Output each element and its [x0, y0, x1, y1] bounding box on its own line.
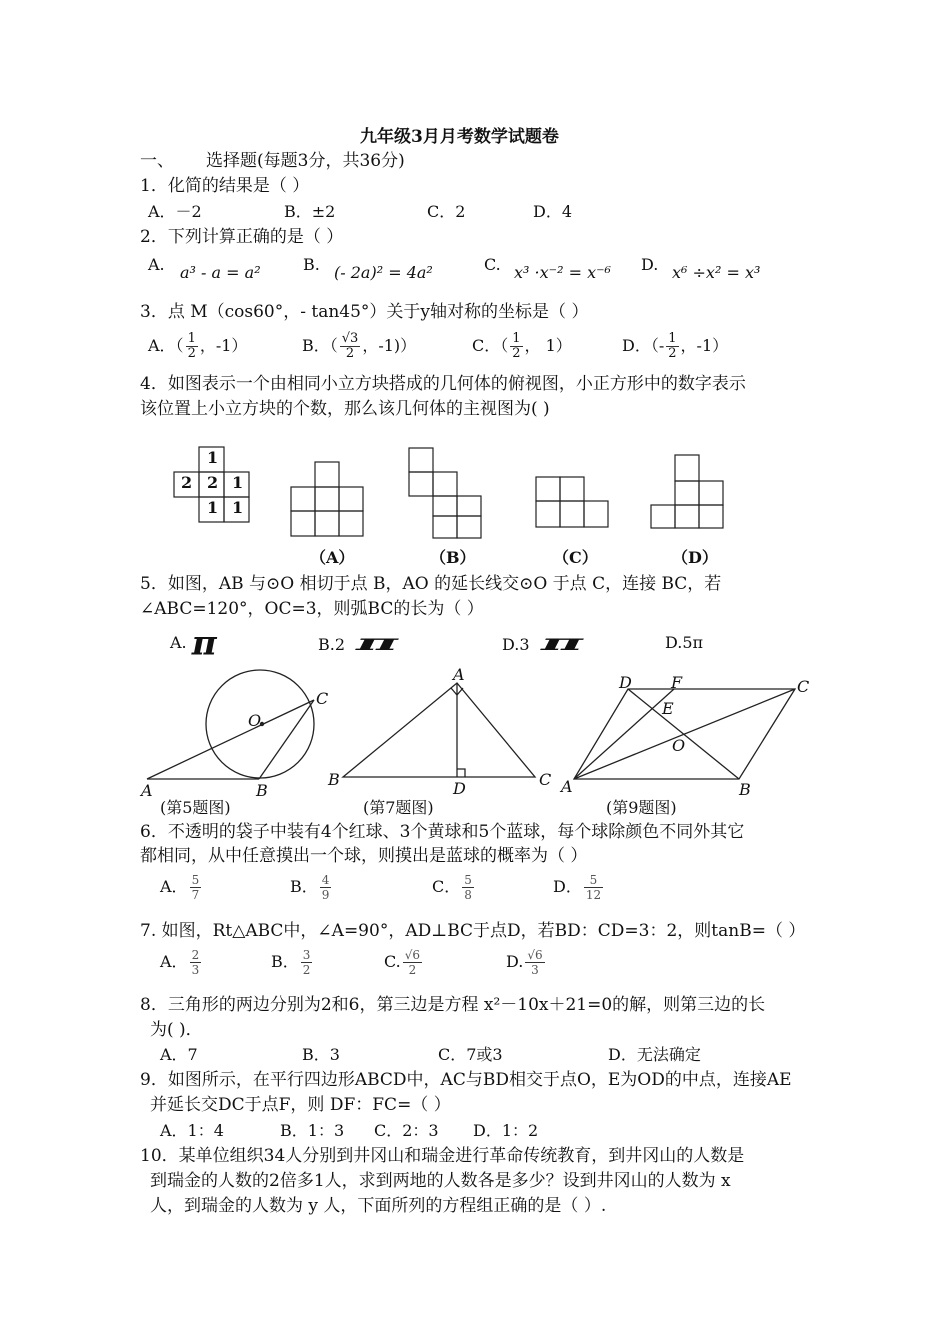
- q6-c-fraction: [462, 873, 474, 902]
- q4-option-b[interactable]: （B）: [430, 548, 476, 567]
- q3-d-post: ，-1）: [680, 336, 729, 355]
- q3-a-den: 2: [187, 346, 196, 361]
- q6-d-fraction: [584, 873, 603, 902]
- q7-b-den: 2: [302, 963, 311, 977]
- q5-a-pi: π: [191, 623, 217, 664]
- q6-option-a[interactable]: [160, 873, 203, 902]
- q7-d-den: 3: [531, 963, 539, 977]
- q3-a-post: ，-1）: [199, 336, 248, 355]
- q3-stem: 3．点 M（cos60°，- tan45°）关于y轴对称的坐标是（ ）: [140, 302, 589, 322]
- q2-option-d-expr: x⁶ ÷x² = x³: [672, 263, 761, 282]
- q2-option-c-label[interactable]: C.: [484, 255, 501, 274]
- grid-number: 1: [207, 498, 219, 517]
- q7-a-num: 2: [191, 948, 200, 962]
- q1-option-b[interactable]: B．±2: [284, 202, 336, 221]
- fig5-label-c: C: [316, 689, 329, 708]
- q9-option-b[interactable]: B．1：3: [280, 1121, 345, 1140]
- grid-number: 1: [232, 498, 244, 517]
- q3-b-post: ，-1)）: [362, 336, 417, 355]
- q3-d-num: 1: [668, 331, 677, 346]
- q7-b-label: B．: [271, 952, 299, 971]
- fig5-line-ac: [147, 700, 314, 779]
- q2-option-c-expr: x³ ·x⁻² = x⁻⁶: [514, 263, 611, 282]
- fig7-right-angle-d: [457, 769, 465, 777]
- fig5-line-bc: [259, 700, 314, 779]
- q8-option-d[interactable]: D．无法确定: [608, 1045, 701, 1064]
- q5-d-label: D.5π: [665, 633, 704, 652]
- q8-line2: 为( )．: [150, 1020, 203, 1040]
- q7-d-fraction: [525, 948, 544, 977]
- q1-option-d[interactable]: D．4: [533, 202, 573, 221]
- q9-option-d[interactable]: D．1：2: [473, 1121, 539, 1140]
- q7-d-label: D.: [506, 952, 524, 971]
- fig5-label-b: B: [256, 781, 268, 800]
- fig7-label-a: A: [453, 665, 465, 684]
- fig9-label-b: B: [739, 780, 751, 799]
- q9-option-a[interactable]: A．1：4: [160, 1121, 224, 1140]
- q5-c-label: D.3: [502, 635, 530, 654]
- q6-a-fraction: [190, 873, 202, 902]
- fig9-label-d: D: [619, 673, 632, 692]
- fig9-diag-bd: [628, 689, 739, 779]
- q5-line2: ∠ABC=120°，OC=3，则弧BC的长为（ ）: [140, 599, 484, 619]
- q10-line3: 人，到瑞金的人数为 y 人，下面所列的方程组正确的是（ ）.: [150, 1196, 607, 1216]
- q7-b-fraction: [301, 948, 313, 977]
- q6-c-den: 8: [464, 888, 472, 902]
- q6-b-den: 9: [321, 888, 330, 902]
- fig5-label-a: A: [141, 781, 153, 800]
- q8-line1: 8．三角形的两边分别为2和6，第三边是方程 x²－10x＋21=0的解，则第三边的长: [140, 995, 766, 1015]
- q7-c-label: C.: [384, 952, 401, 971]
- q6-b-num: 4: [321, 873, 330, 887]
- q6-a-den: 7: [191, 888, 200, 902]
- q6-b-fraction: [320, 873, 332, 902]
- q2-option-a-expr: a³ - a = a²: [180, 263, 261, 282]
- q6-d-num: 5: [584, 873, 603, 888]
- q3-b-num: √3: [341, 331, 359, 346]
- q3-b-pre: B．（: [302, 336, 338, 355]
- q3-c-num: 1: [512, 331, 521, 346]
- q6-a-label: A．: [160, 877, 188, 896]
- fig5-caption: (第5题图): [160, 798, 231, 817]
- q3-b-den: 2: [345, 346, 355, 361]
- q6-d-den: 12: [585, 888, 602, 902]
- q6-option-d[interactable]: [553, 873, 605, 902]
- q7-b-num: 3: [302, 948, 311, 962]
- fig7-caption: (第7题图): [363, 798, 434, 817]
- q6-line1: 6．不透明的袋子中装有4个红球、3个黄球和5个蓝球，每个球除颜色不同外其它: [140, 822, 745, 842]
- q6-c-num: 5: [464, 873, 472, 887]
- q9-option-c[interactable]: C．2：3: [374, 1121, 439, 1140]
- q7-c-num: √6: [404, 948, 421, 962]
- q2-option-b-label[interactable]: B.: [303, 255, 320, 274]
- q7-c-fraction: [403, 948, 422, 977]
- fig9-label-f: F: [671, 673, 683, 692]
- grid-number: 1: [232, 473, 244, 492]
- fig7-triangle: [343, 683, 535, 777]
- q7-option-b[interactable]: [271, 948, 314, 977]
- q2-stem: 2．下列计算正确的是（ ）: [140, 227, 344, 247]
- q8-option-c[interactable]: C．7或3: [438, 1045, 503, 1064]
- q2-option-d-label[interactable]: D.: [641, 255, 659, 274]
- q3-c-pre: C．（: [472, 336, 509, 355]
- q6-b-label: B．: [290, 877, 318, 896]
- q7-d-num: √6: [527, 948, 543, 962]
- q4-option-d[interactable]: （D）: [672, 548, 718, 567]
- q1-option-c[interactable]: C．2: [427, 202, 466, 221]
- page-title: 九年级3月月考数学试题卷: [360, 127, 559, 147]
- q5-line1: 5．如图，AB 与⊙O 相切于点 B，AO 的延长线交⊙O 于点 C，连接 BC，若: [140, 574, 722, 594]
- q5-b-pi: π: [356, 630, 399, 656]
- fig9-line-af: [574, 689, 674, 779]
- q7-stem: 7. 如图，Rt△ABC中，∠A=90°，AD⊥BC于点D，若BD：CD=3：2，则tanB=（ ）: [140, 921, 806, 941]
- q9-line2: 并延长交DC于点F，则 DF：FC=（ ）: [150, 1095, 451, 1115]
- grid-number: 2: [207, 473, 219, 492]
- fig7-label-b: B: [328, 770, 340, 789]
- fig7-label-d: D: [453, 779, 466, 798]
- fig9-label-e: E: [662, 699, 674, 718]
- q4-line1: 4．如图表示一个由相同小立方块搭成的几何体的俯视图，小正方形中的数字表示: [140, 374, 746, 394]
- q5-b-label: B.2: [318, 635, 346, 654]
- q7-a-fraction: [190, 948, 202, 977]
- q7-a-den: 3: [191, 963, 200, 977]
- q5-a-label: A.: [170, 633, 187, 652]
- q9-line1: 9．如图所示，在平行四边形ABCD中，AC与BD相交于点O，E为OD的中点，连接AE: [140, 1070, 792, 1090]
- q7-option-d[interactable]: [506, 948, 547, 977]
- q4-line2: 该位置上小立方块的个数，那么该几何体的主视图为( ): [140, 399, 550, 419]
- fig9-caption: (第9题图): [606, 798, 677, 817]
- q8-option-b[interactable]: B．3: [302, 1045, 340, 1064]
- q3-d-den: 2: [668, 346, 677, 361]
- q6-c-label: C．: [432, 877, 461, 896]
- q3-d-pre: D．（-: [622, 336, 665, 355]
- q3-c-den: 2: [512, 346, 521, 361]
- section-number: 一、: [140, 151, 174, 171]
- q1-stem: 1．化简的结果是（ ）: [140, 176, 310, 196]
- section-heading: 选择题(每题3分，共36分): [206, 151, 405, 171]
- q7-c-den: 2: [408, 963, 417, 977]
- q6-line2: 都相同，从中任意摸出一个球，则摸出是蓝球的概率为（ ）: [140, 846, 588, 866]
- q7-a-label: A．: [160, 952, 188, 971]
- fig9-label-c: C: [797, 677, 810, 696]
- q3-c-post: ， 1）: [524, 336, 572, 355]
- fig7-label-c: C: [539, 770, 552, 789]
- q6-d-label: D．: [553, 877, 582, 896]
- fig9-label-o: O: [672, 736, 686, 755]
- fig9-label-a: A: [561, 777, 573, 796]
- fig5-label-o: O: [248, 711, 262, 730]
- q6-a-num: 5: [191, 873, 200, 887]
- q6-option-b[interactable]: [290, 873, 333, 902]
- q3-a-pre: A．（: [148, 336, 184, 355]
- q7-option-c[interactable]: [384, 948, 424, 977]
- q6-option-c[interactable]: [432, 873, 476, 902]
- q3-a-num: 1: [187, 331, 196, 346]
- q4-option-c[interactable]: （C）: [553, 548, 598, 567]
- grid-number: 1: [207, 448, 219, 467]
- q1-option-a[interactable]: A．－2: [148, 202, 202, 221]
- q2-option-b-expr: (- 2a)² = 4a²: [334, 263, 433, 282]
- q2-option-a-label[interactable]: A.: [148, 255, 165, 274]
- q10-line2: 到瑞金的人数的2倍多1人，求到两地的人数各是多少？设到井冈山的人数为 x: [150, 1171, 731, 1191]
- q8-option-a[interactable]: A．7: [160, 1045, 198, 1064]
- q5-c-pi: π: [540, 630, 583, 656]
- q10-line1: 10．某单位组织34人分别到井冈山和瑞金进行革命传统教育，到井冈山的人数是: [140, 1146, 745, 1166]
- q4-option-a[interactable]: （A）: [310, 548, 355, 567]
- grid-number: 2: [181, 473, 193, 492]
- q7-option-a[interactable]: [160, 948, 203, 977]
